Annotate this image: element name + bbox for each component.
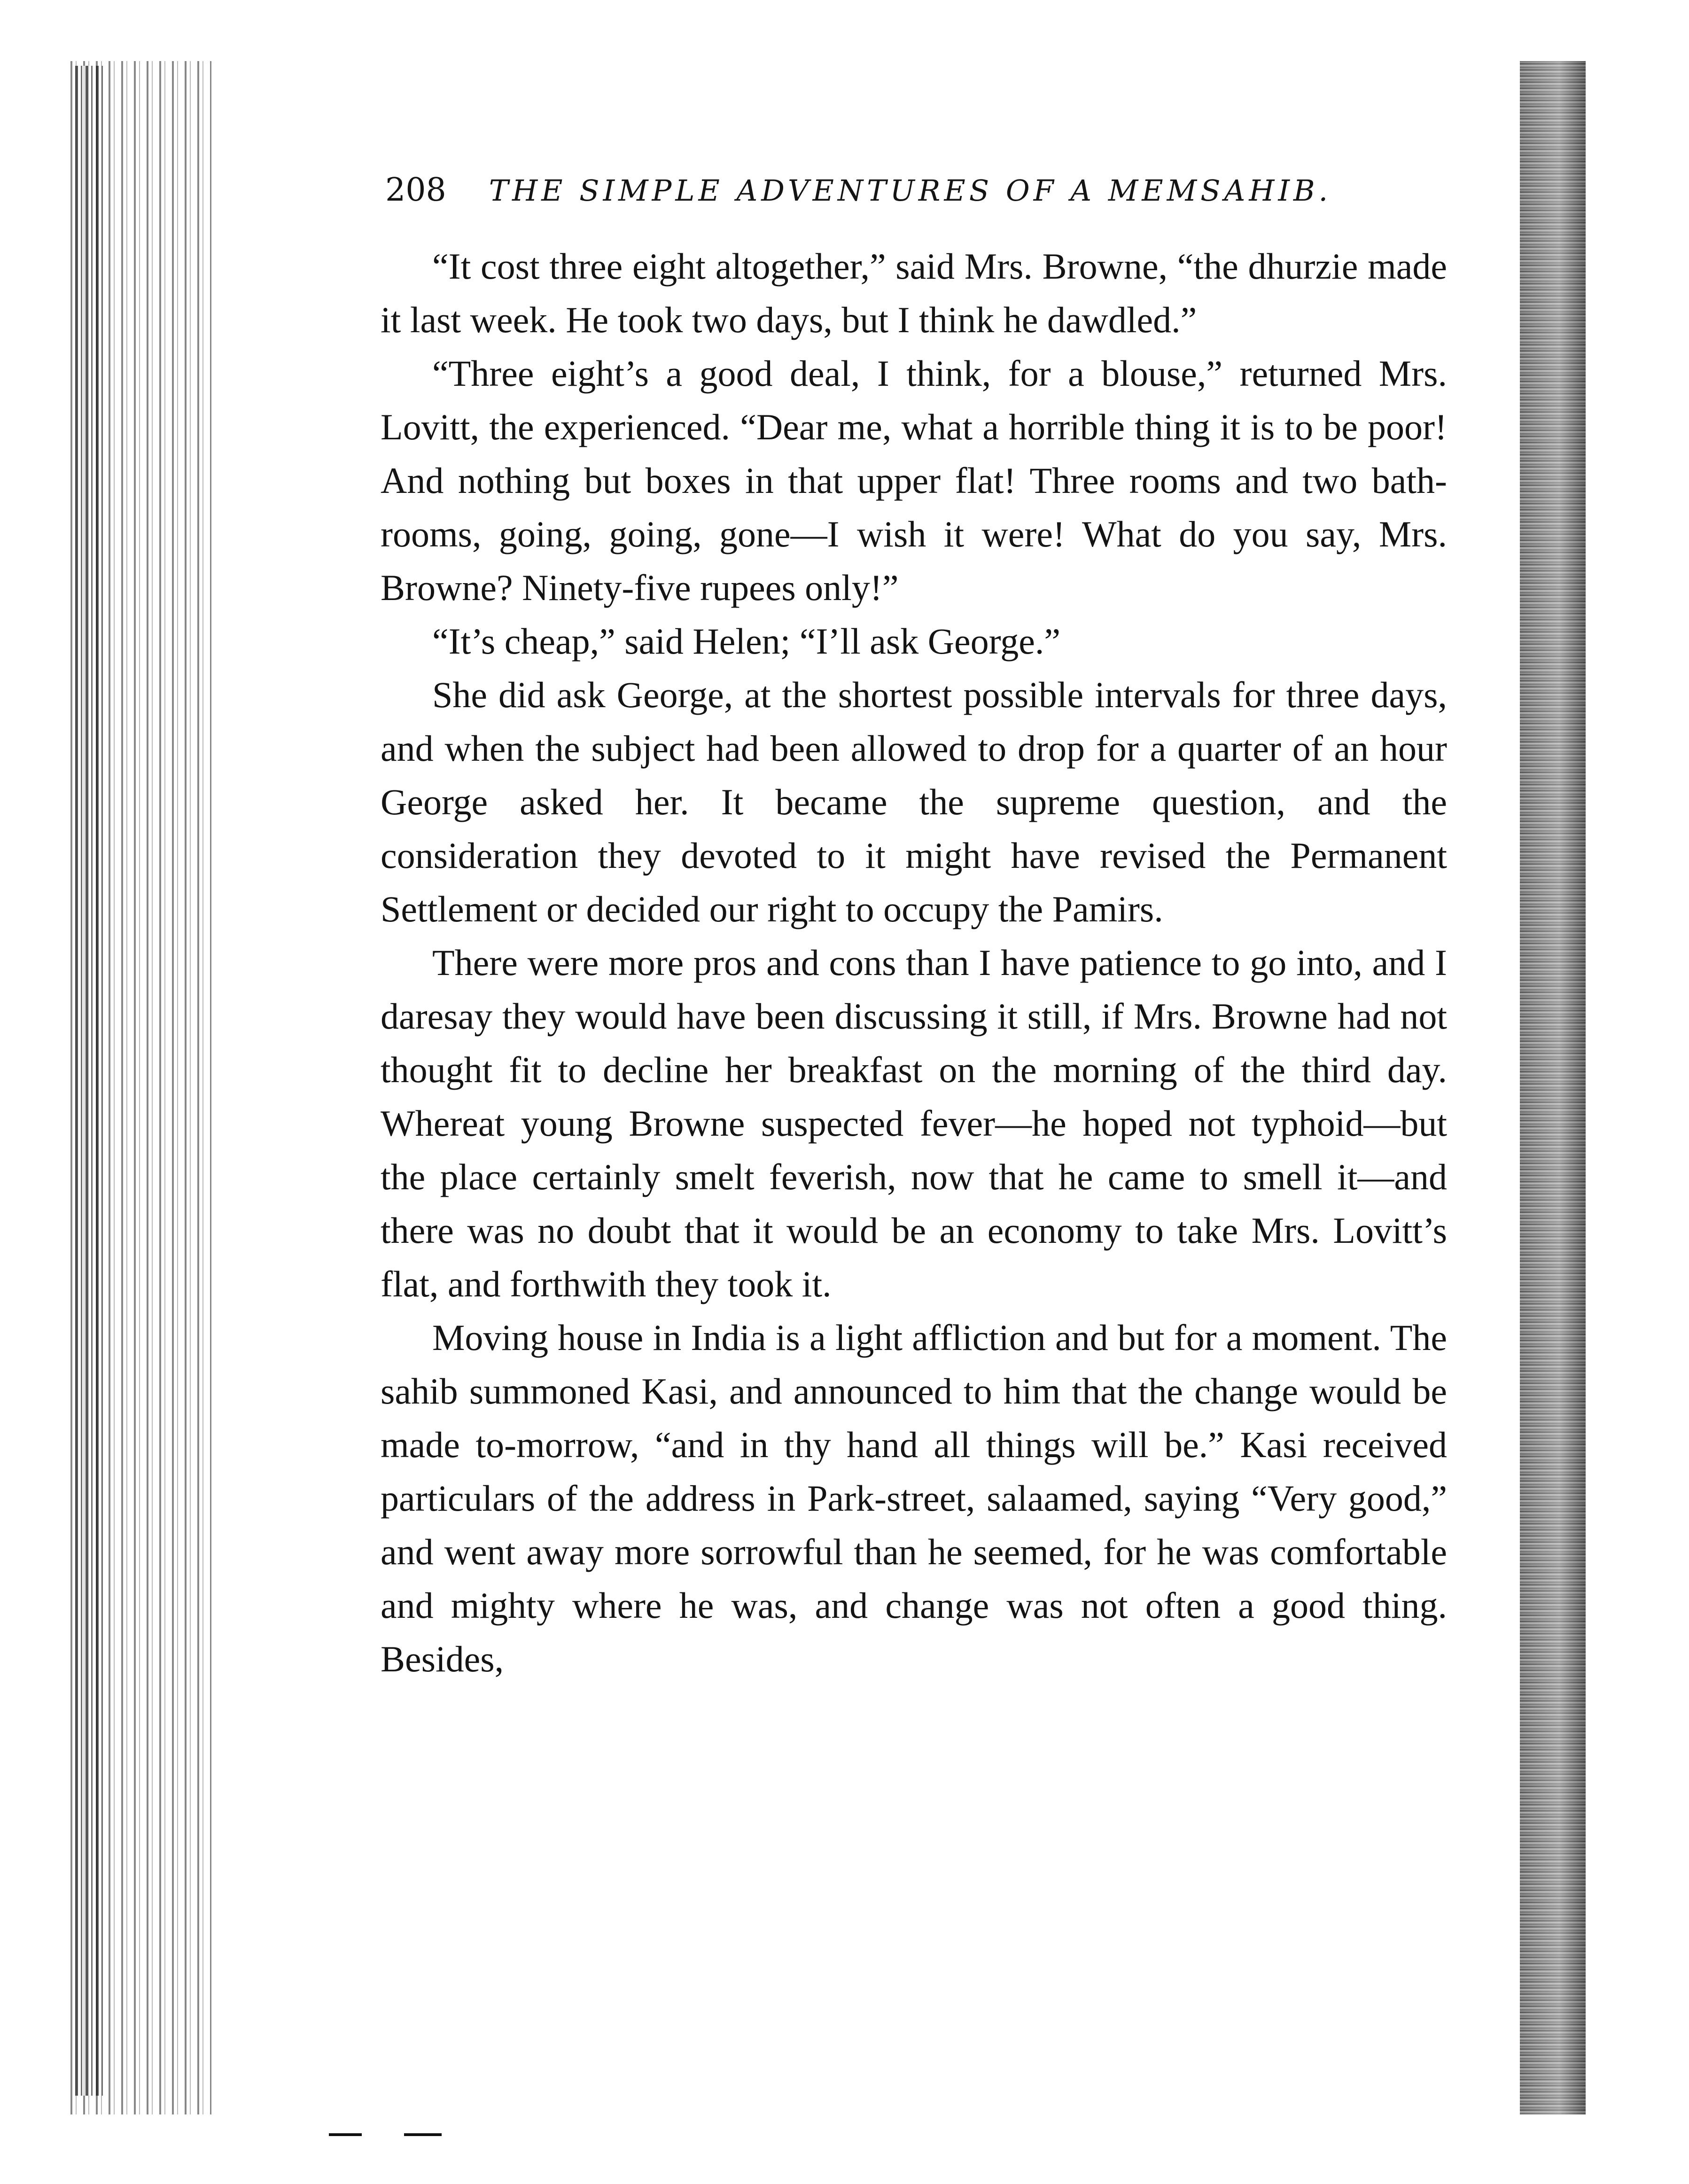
text-block: [381, 240, 1447, 1686]
right-page-edge-shade: [1520, 61, 1586, 2114]
left-binding-shadow: [75, 66, 103, 2096]
paragraph-4: She did ask George, at the shortest possible intervals for three days, and when the subject had been allowed to drop for a quarter of an hour George asked her. It became the supreme question, and the consideration they devoted to it might have revised the Permanent Settlement or decided our right to occupy the Pamirs.: [381, 674, 1447, 929]
paragraph-5: There were more pros and cons than I have patience to go into, and I daresay they would have been discussing it still, if Mrs. Browne had not thought fit to decline her breakfast on the morning of the third day. Whereat young Browne suspected fever—he hoped not typhoid—but the place certainly smelt feverish, now that he came to smell it—and there was no doubt that it would be an economy to take Mrs. Lovitt’s flat, and forthwith they took it.: [381, 942, 1447, 1304]
scan-mark-2: [404, 2133, 442, 2136]
paragraph-1: “It cost three eight altogether,” said Mrs. Browne, “the dhurzie made it last week. He took two days, but I think he dawdled.”: [381, 246, 1447, 340]
page-number: 208: [385, 172, 446, 209]
running-title: THE SIMPLE ADVENTURES OF A MEMSAHIB.: [489, 173, 1332, 208]
scan-mark-1: [329, 2133, 362, 2136]
paragraph-6: Moving house in India is a light affliction and but for a moment. The sahib summoned Kasi, and announced to him that the change would be made to-morrow, “and in thy hand all things will be.” Kasi received particulars of the address in Park-street, salaamed, saying “Very good,” and went away more sorrowful than he seemed, for he was comfortable and mighty where he was, and change was not often a good thing. Besides,: [381, 1317, 1447, 1679]
paragraph-3: “It’s cheap,” said Helen; “I’ll ask George.”: [432, 621, 1060, 662]
running-head: [385, 169, 1447, 212]
paragraph-2: “Three eight’s a good deal, I think, for a blouse,” returned Mrs. Lovitt, the experienced. “Dear me, what a horrible thing it is to be poor! And nothing but boxes in that upper flat! Three rooms and two bath-rooms, going, going, gone—I wish it were! What do you say, Mrs. Browne? Ninety-five rupees only!”: [381, 353, 1447, 608]
